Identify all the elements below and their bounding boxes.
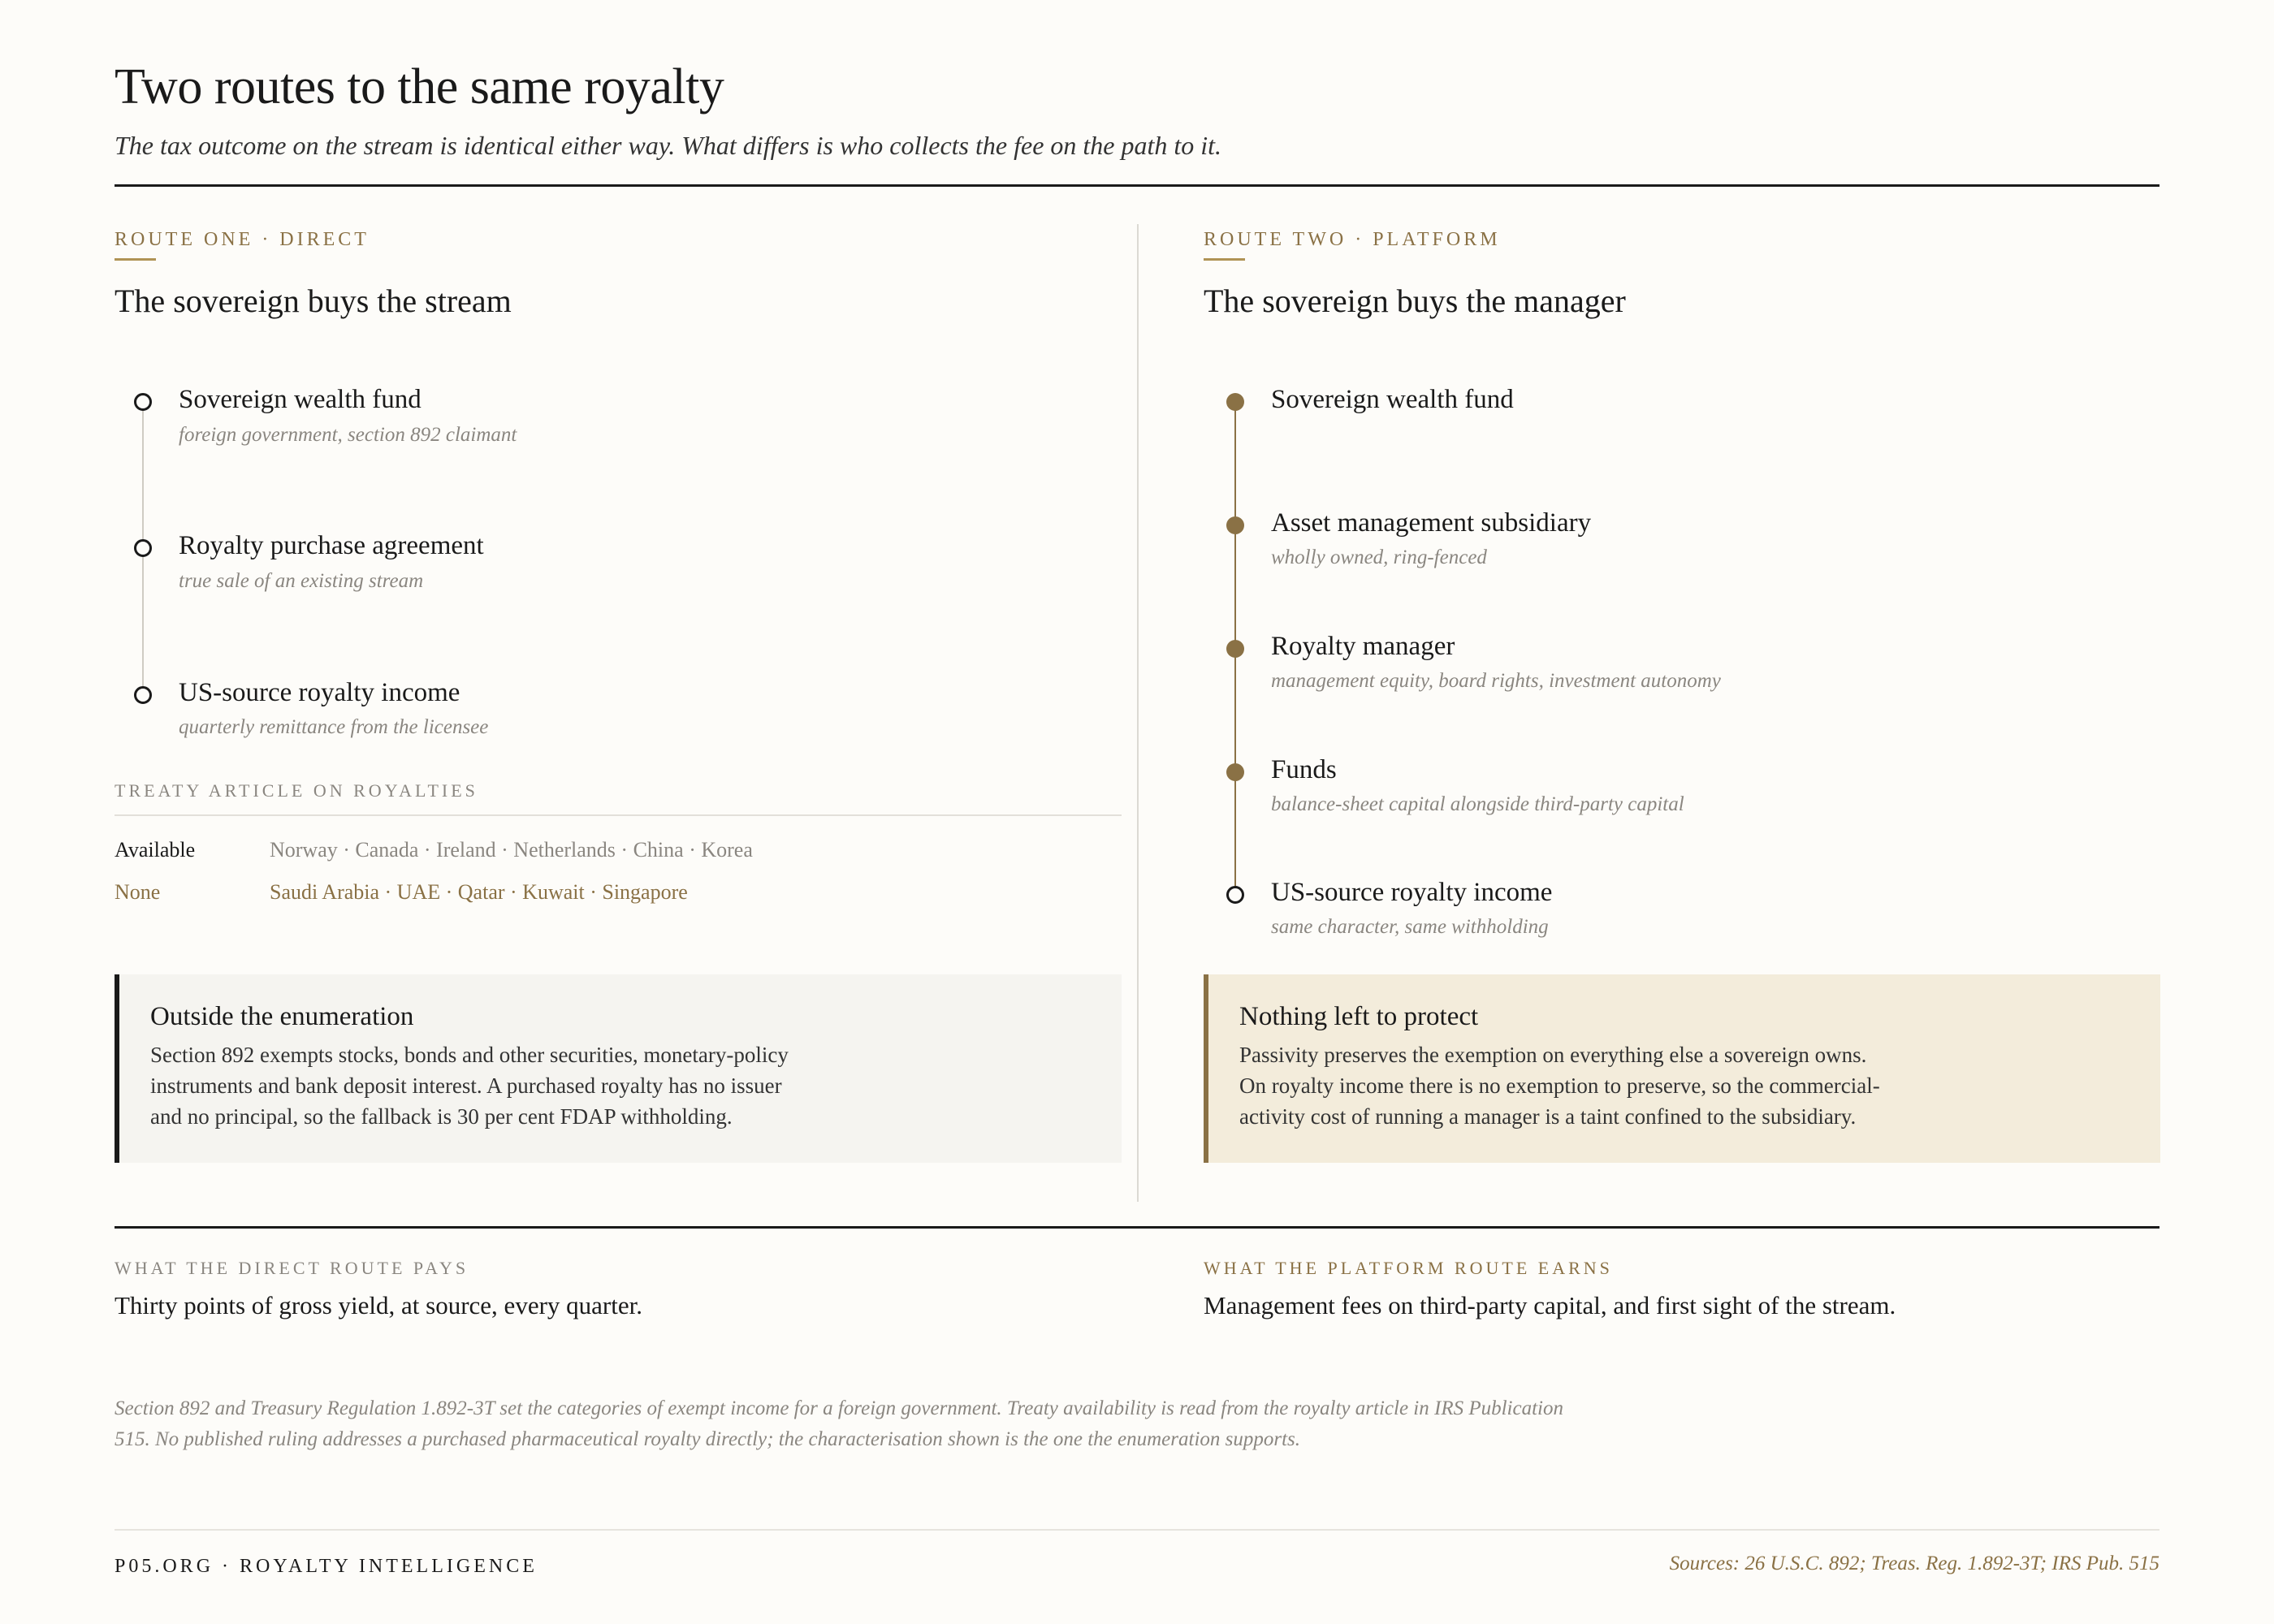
page-subtitle: The tax outcome on the stream is identical either way. What differs is who collects the fee on the path to it. <box>115 131 1222 160</box>
footer-brand: P05.ORG · ROYALTY INTELLIGENCE <box>115 1556 538 1577</box>
route-one-title: The sovereign buys the stream <box>115 283 512 319</box>
treaty-none-countries: Saudi Arabia · UAE · Qatar · Kuwait · Singapore <box>270 880 688 904</box>
treaty-available-countries: Norway · Canada · Ireland · Netherlands · China · Korea <box>270 838 753 862</box>
footnote: Section 892 and Treasury Regulation 1.892-3T set the categories of exempt income for a foreign government. Treaty availability is read from the royalty article in IRS Publication 515. No published ruling addresses a purchased pharmaceutical royalty directly; the characterisation shown is the one the enumeration supports. <box>115 1397 1563 1450</box>
callout-body: Passivity preserves the exemption on everything else a sovereign owns. On royalty income there is no exemption to preserve, so the commercial-activity cost of running a manager is a taint confined to the subsidiary. <box>1239 1043 1880 1129</box>
step-open-node-icon <box>134 686 152 704</box>
step-label: Funds <box>1271 755 1337 784</box>
callout-body: Section 892 exempts stocks, bonds and other securities, monetary-policy instruments and bank deposit interest. A purchased royalty has no issuer and no principal, so the fallback is 30 per cent FDAP withholding. <box>150 1043 789 1129</box>
callout-title: Outside the enumeration <box>150 1002 414 1031</box>
route-two-eyebrow-bar <box>1204 258 1245 261</box>
step-label: US-source royalty income <box>179 678 460 707</box>
platform-route-eyebrow: WHAT THE PLATFORM ROUTE EARNS <box>1204 1258 1613 1278</box>
step-open-node-icon <box>134 539 152 557</box>
column-divider <box>1137 224 1139 1202</box>
step-label: Royalty manager <box>1271 632 1455 661</box>
step-label: Sovereign wealth fund <box>1271 385 1514 414</box>
callout-outside-enumeration <box>115 974 1122 1163</box>
step-label: US-source royalty income <box>1271 878 1553 907</box>
step-note: quarterly remittance from the licensee <box>179 716 489 738</box>
callout-nothing-left-to-protect <box>1204 974 2160 1163</box>
step-filled-node-icon <box>1226 393 1244 411</box>
step-note: balance-sheet capital alongside third-party capital <box>1271 793 1684 815</box>
summary-divider <box>115 1226 2159 1229</box>
step-filled-node-icon <box>1226 516 1244 534</box>
footer-sources: Sources: 26 U.S.C. 892; Treas. Reg. 1.892-3T; IRS Pub. 515 <box>1669 1553 2159 1574</box>
step-open-node-icon <box>134 393 152 411</box>
step-note: true sale of an existing stream <box>179 570 424 592</box>
step-note: management equity, board rights, investment autonomy <box>1271 670 1721 692</box>
step-label: Royalty purchase agreement <box>179 531 484 560</box>
step-label: Sovereign wealth fund <box>179 385 422 414</box>
route-one-eyebrow: ROUTE ONE · DIRECT <box>115 229 370 250</box>
treaty-divider <box>115 814 1122 816</box>
page-title: Two routes to the same royalty <box>115 59 724 114</box>
direct-route-summary: Thirty points of gross yield, at source, every quarter. <box>115 1291 642 1320</box>
route-two-eyebrow: ROUTE TWO · PLATFORM <box>1204 229 1501 250</box>
header-divider <box>115 184 2159 187</box>
route-one-eyebrow-bar <box>115 258 156 261</box>
step-filled-node-icon <box>1226 640 1244 658</box>
step-filled-node-icon <box>1226 763 1244 781</box>
step-note: foreign government, section 892 claimant <box>179 424 517 446</box>
direct-route-eyebrow: WHAT THE DIRECT ROUTE PAYS <box>115 1258 469 1278</box>
footer-divider <box>115 1529 2159 1531</box>
step-note: same character, same withholding <box>1271 916 1549 938</box>
platform-route-summary: Management fees on third-party capital, and first sight of the stream. <box>1204 1291 1896 1320</box>
route-two-title: The sovereign buys the manager <box>1204 283 1626 319</box>
step-note: wholly owned, ring-fenced <box>1271 546 1487 568</box>
treaty-available-label: Available <box>115 838 196 862</box>
step-open-node-icon <box>1226 886 1244 904</box>
callout-title: Nothing left to protect <box>1239 1002 1479 1031</box>
treaty-heading: TREATY ARTICLE ON ROYALTIES <box>115 780 478 801</box>
treaty-none-label: None <box>115 880 161 904</box>
step-label: Asset management subsidiary <box>1271 508 1592 538</box>
